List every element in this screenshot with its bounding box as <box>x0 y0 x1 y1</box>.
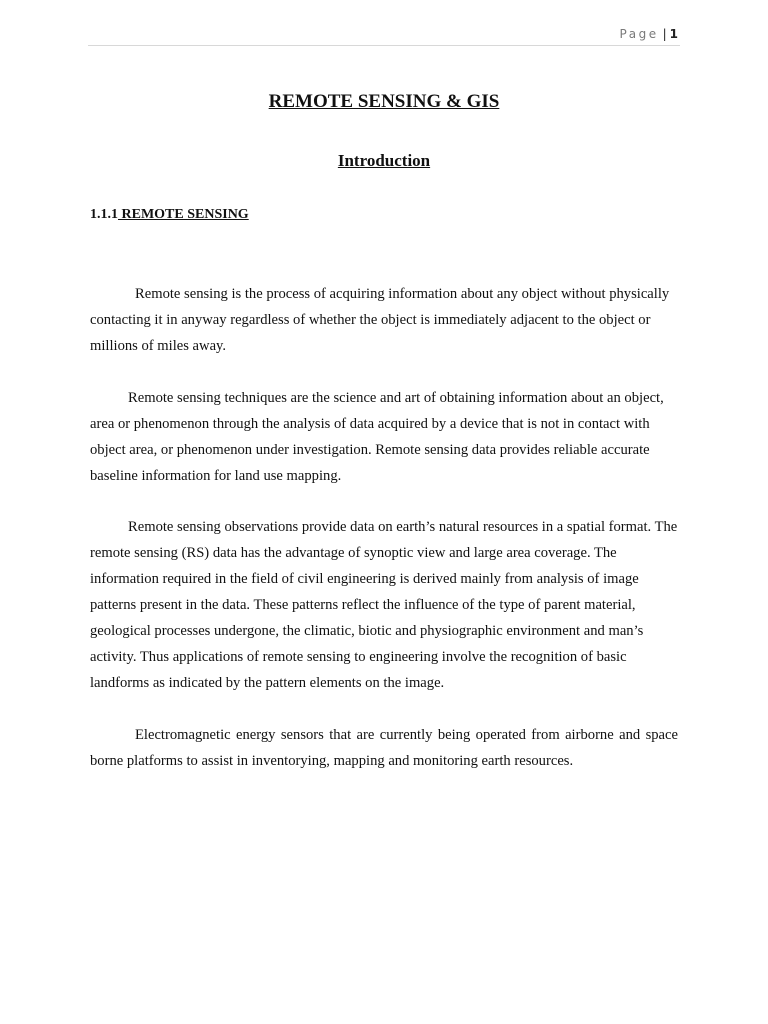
subsection-heading <box>90 207 249 223</box>
paragraph: Remote sensing observations provide data on earth’s natural resources in a spatial format. The remote sensing (RS) data has the advantage of synoptic view and large area coverage. The information required in the field of civil engineering is derived mainly from analysis of image patterns present in the data. These patterns reflect the influence of the type of parent material, geological processes undergone, the climatic, biotic and physiographic environment and man’s activity. Thus applications of remote sensing to engineering involve the recognition of basic landforms as indicated by the pattern elements on the image. <box>90 519 678 691</box>
page-number: 1 <box>669 27 678 41</box>
paragraph: Remote sensing is the process of acquiring information about any object without physically contacting it in anyway regardless of whether the object is immediately adjacent to the object or millions of miles away. <box>90 286 670 354</box>
paragraph: Electromagnetic energy sensors that are currently being operated from airborne and space borne platforms to assist in inventorying, mapping and monitoring earth resources. <box>90 727 678 769</box>
page-label: Page <box>619 27 659 41</box>
subsection-title: REMOTE SENSING <box>118 207 249 222</box>
subsection-number: 1.1.1 <box>90 207 118 222</box>
header-divider <box>88 45 680 46</box>
paragraph: Remote sensing techniques are the science and art of obtaining information about an object, area or phenomenon through the analysis of data acquired by a device that is not in contact with object area, or phenomenon under investigation. Remote sensing data provides reliable accurate baseline information for land use mapping. <box>90 390 664 484</box>
section-title: Introduction <box>337 151 431 170</box>
page-header <box>620 27 678 41</box>
page-separator: | <box>662 27 667 41</box>
document-title: REMOTE SENSING & GIS <box>268 91 500 112</box>
